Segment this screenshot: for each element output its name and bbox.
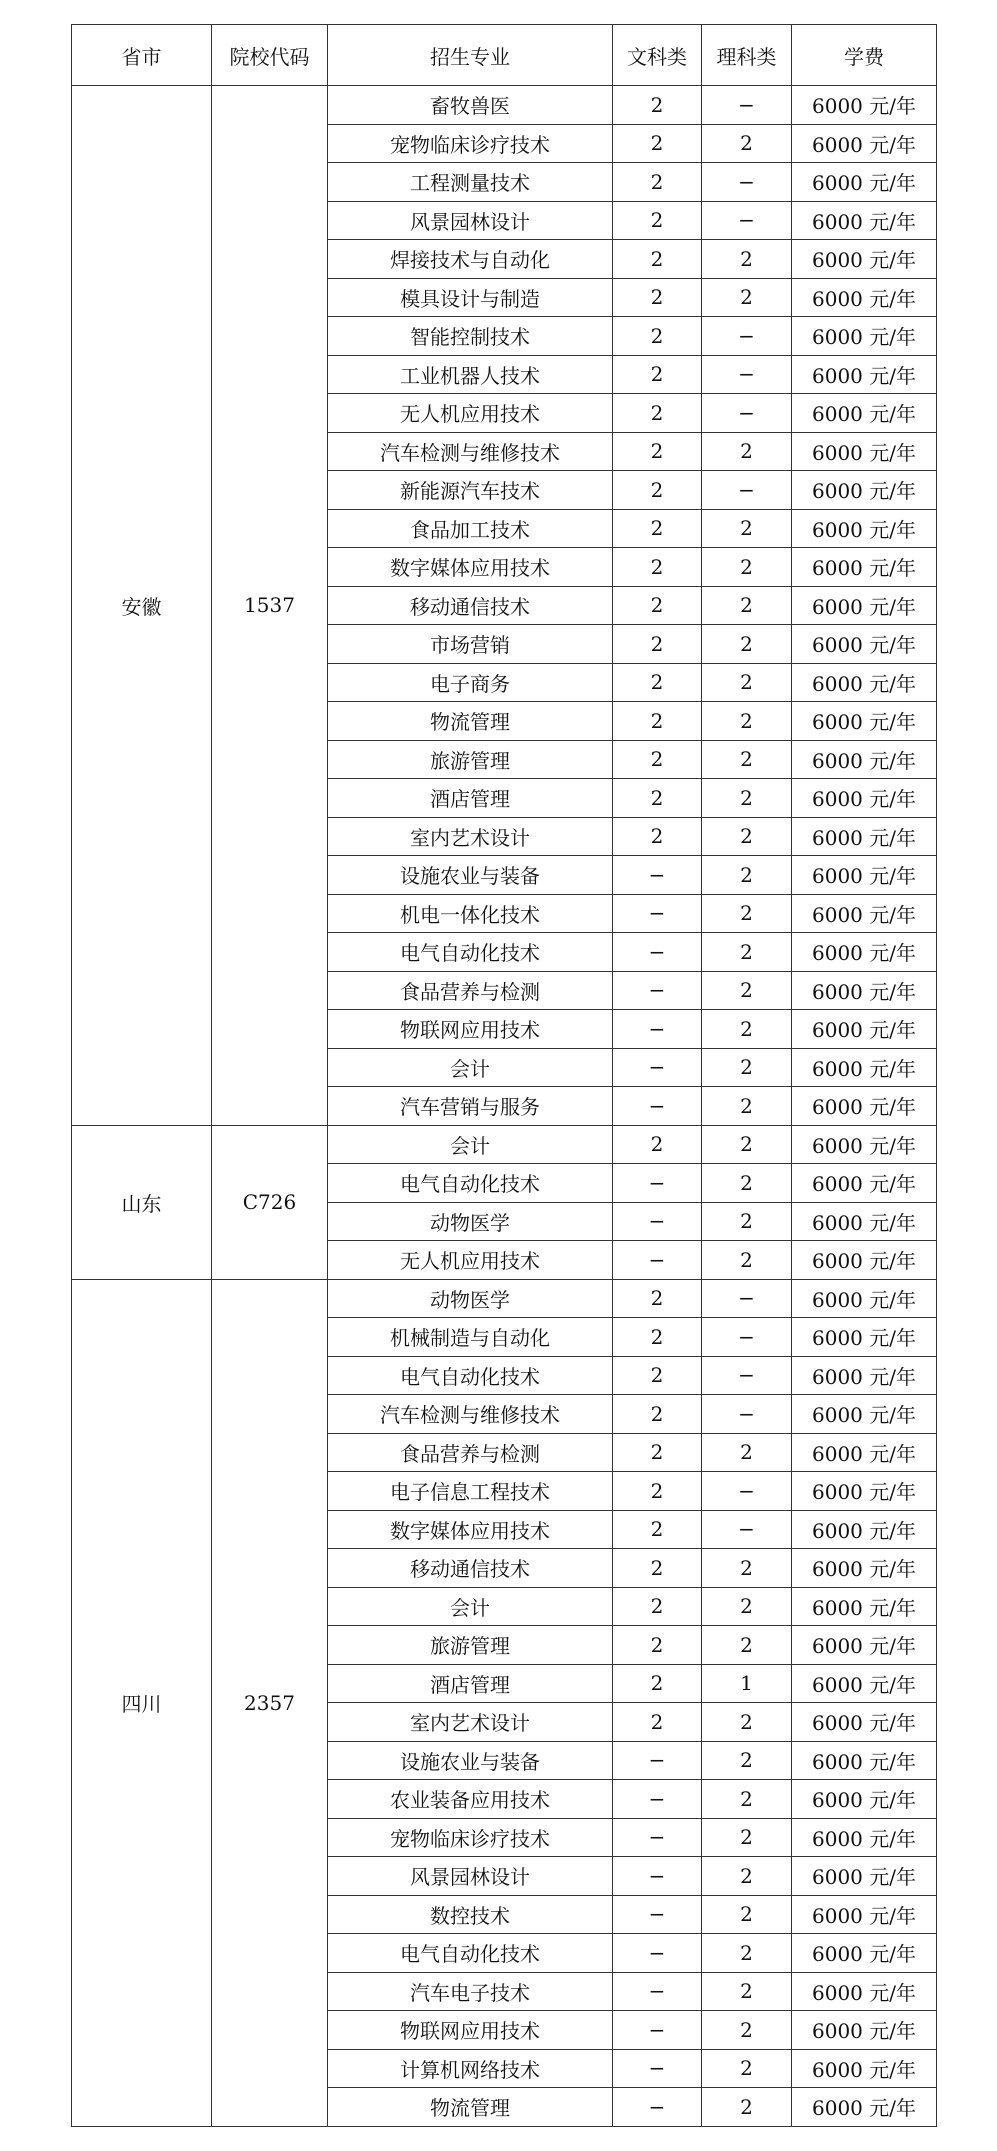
science-quota-cell: 2 (702, 817, 792, 856)
science-quota-cell: 2 (702, 1241, 792, 1280)
tuition-fee-cell: 6000 元/年 (792, 971, 937, 1010)
header-major: 招生专业 (328, 25, 613, 86)
tuition-fee-cell: 6000 元/年 (792, 509, 937, 548)
arts-quota-cell: 2 (613, 1549, 702, 1588)
arts-quota-cell: 2 (613, 201, 702, 240)
major-cell: 数控技术 (328, 1895, 613, 1934)
major-cell: 数字媒体应用技术 (328, 548, 613, 587)
science-quota-cell: 2 (702, 1780, 792, 1819)
tuition-fee-cell: 6000 元/年 (792, 2011, 937, 2050)
science-quota-cell: − (702, 317, 792, 356)
major-cell: 电气自动化技术 (328, 933, 613, 972)
major-cell: 工业机器人技术 (328, 355, 613, 394)
science-quota-cell: − (702, 1318, 792, 1357)
science-quota-cell: 2 (702, 124, 792, 163)
arts-quota-cell: 2 (613, 1125, 702, 1164)
major-cell: 电气自动化技术 (328, 1356, 613, 1395)
tuition-fee-cell: 6000 元/年 (792, 856, 937, 895)
major-cell: 室内艺术设计 (328, 1703, 613, 1742)
header-fee: 学费 (792, 25, 937, 86)
header-school-code: 院校代码 (212, 25, 328, 86)
science-quota-cell: 2 (702, 1857, 792, 1896)
science-quota-cell: 2 (702, 1010, 792, 1049)
header-arts: 文科类 (613, 25, 702, 86)
major-cell: 动物医学 (328, 1279, 613, 1318)
science-quota-cell: 2 (702, 1626, 792, 1665)
arts-quota-cell: 2 (613, 509, 702, 548)
arts-quota-cell: − (613, 1818, 702, 1857)
major-cell: 模具设计与制造 (328, 278, 613, 317)
tuition-fee-cell: 6000 元/年 (792, 1164, 937, 1203)
major-cell: 动物医学 (328, 1202, 613, 1241)
major-cell: 移动通信技术 (328, 586, 613, 625)
science-quota-cell: 2 (702, 779, 792, 818)
tuition-fee-cell: 6000 元/年 (792, 1202, 937, 1241)
major-cell: 设施农业与装备 (328, 1741, 613, 1780)
header-science: 理科类 (702, 25, 792, 86)
science-quota-cell: − (702, 1510, 792, 1549)
tuition-fee-cell: 6000 元/年 (792, 1125, 937, 1164)
arts-quota-cell: 2 (613, 625, 702, 664)
major-cell: 机械制造与自动化 (328, 1318, 613, 1357)
tuition-fee-cell: 6000 元/年 (792, 1510, 937, 1549)
arts-quota-cell: 2 (613, 1510, 702, 1549)
header-province: 省市 (72, 25, 212, 86)
arts-quota-cell: 2 (613, 163, 702, 202)
science-quota-cell: − (702, 86, 792, 125)
science-quota-cell: 2 (702, 509, 792, 548)
table-row (72, 86, 937, 125)
science-quota-cell: 2 (702, 1202, 792, 1241)
tuition-fee-cell: 6000 元/年 (792, 1972, 937, 2011)
arts-quota-cell: − (613, 1972, 702, 2011)
tuition-fee-cell: 6000 元/年 (792, 1587, 937, 1626)
major-cell: 会计 (328, 1125, 613, 1164)
arts-quota-cell: 2 (613, 1472, 702, 1511)
science-quota-cell: 2 (702, 240, 792, 279)
major-cell: 酒店管理 (328, 1664, 613, 1703)
major-cell: 酒店管理 (328, 779, 613, 818)
major-cell: 畜牧兽医 (328, 86, 613, 125)
province-cell: 山东 (72, 1125, 212, 1279)
tuition-fee-cell: 6000 元/年 (792, 1472, 937, 1511)
arts-quota-cell: 2 (613, 1318, 702, 1357)
tuition-fee-cell: 6000 元/年 (792, 1048, 937, 1087)
arts-quota-cell: − (613, 1895, 702, 1934)
tuition-fee-cell: 6000 元/年 (792, 201, 937, 240)
science-quota-cell: 2 (702, 548, 792, 587)
table-row (72, 1279, 937, 1318)
tuition-fee-cell: 6000 元/年 (792, 1318, 937, 1357)
major-cell: 无人机应用技术 (328, 394, 613, 433)
major-cell: 电子信息工程技术 (328, 1472, 613, 1511)
major-cell: 汽车检测与维修技术 (328, 1395, 613, 1434)
arts-quota-cell: 2 (613, 702, 702, 741)
table-body (72, 86, 937, 2127)
arts-quota-cell: 2 (613, 124, 702, 163)
table-header (72, 25, 937, 86)
major-cell: 宠物临床诊疗技术 (328, 1818, 613, 1857)
arts-quota-cell: 2 (613, 1703, 702, 1742)
major-cell: 移动通信技术 (328, 1549, 613, 1588)
arts-quota-cell: 2 (613, 240, 702, 279)
arts-quota-cell: 2 (613, 278, 702, 317)
tuition-fee-cell: 6000 元/年 (792, 1626, 937, 1665)
tuition-fee-cell: 6000 元/年 (792, 2088, 937, 2127)
major-cell: 物联网应用技术 (328, 1010, 613, 1049)
arts-quota-cell: − (613, 1010, 702, 1049)
arts-quota-cell: − (613, 1048, 702, 1087)
arts-quota-cell: 2 (613, 817, 702, 856)
arts-quota-cell: 2 (613, 86, 702, 125)
science-quota-cell: − (702, 1279, 792, 1318)
science-quota-cell: 2 (702, 1048, 792, 1087)
tuition-fee-cell: 6000 元/年 (792, 124, 937, 163)
science-quota-cell: − (702, 1395, 792, 1434)
science-quota-cell: 2 (702, 2011, 792, 2050)
science-quota-cell: 2 (702, 1818, 792, 1857)
arts-quota-cell: − (613, 894, 702, 933)
tuition-fee-cell: 6000 元/年 (792, 1934, 937, 1973)
science-quota-cell: 2 (702, 1741, 792, 1780)
arts-quota-cell: 2 (613, 663, 702, 702)
science-quota-cell: − (702, 201, 792, 240)
arts-quota-cell: 2 (613, 317, 702, 356)
science-quota-cell: 2 (702, 2088, 792, 2127)
major-cell: 风景园林设计 (328, 201, 613, 240)
tuition-fee-cell: 6000 元/年 (792, 240, 937, 279)
tuition-fee-cell: 6000 元/年 (792, 1010, 937, 1049)
major-cell: 焊接技术与自动化 (328, 240, 613, 279)
major-cell: 工程测量技术 (328, 163, 613, 202)
school-code-cell: C726 (212, 1125, 328, 1279)
major-cell: 电气自动化技术 (328, 1164, 613, 1203)
tuition-fee-cell: 6000 元/年 (792, 1664, 937, 1703)
arts-quota-cell: − (613, 2088, 702, 2127)
tuition-fee-cell: 6000 元/年 (792, 278, 937, 317)
major-cell: 智能控制技术 (328, 317, 613, 356)
arts-quota-cell: 2 (613, 432, 702, 471)
major-cell: 物流管理 (328, 702, 613, 741)
science-quota-cell: 2 (702, 432, 792, 471)
arts-quota-cell: − (613, 1164, 702, 1203)
table-row (72, 1125, 937, 1164)
science-quota-cell: 2 (702, 663, 792, 702)
arts-quota-cell: − (613, 1087, 702, 1126)
major-cell: 物联网应用技术 (328, 2011, 613, 2050)
science-quota-cell: 2 (702, 1934, 792, 1973)
tuition-fee-cell: 6000 元/年 (792, 1087, 937, 1126)
tuition-fee-cell: 6000 元/年 (792, 702, 937, 741)
major-cell: 室内艺术设计 (328, 817, 613, 856)
arts-quota-cell: − (613, 1934, 702, 1973)
major-cell: 新能源汽车技术 (328, 471, 613, 510)
enrollment-table (71, 24, 937, 2127)
tuition-fee-cell: 6000 元/年 (792, 471, 937, 510)
science-quota-cell: 2 (702, 894, 792, 933)
major-cell: 会计 (328, 1587, 613, 1626)
major-cell: 机电一体化技术 (328, 894, 613, 933)
major-cell: 电子商务 (328, 663, 613, 702)
science-quota-cell: 1 (702, 1664, 792, 1703)
arts-quota-cell: 2 (613, 1279, 702, 1318)
science-quota-cell: 2 (702, 1549, 792, 1588)
tuition-fee-cell: 6000 元/年 (792, 432, 937, 471)
tuition-fee-cell: 6000 元/年 (792, 779, 937, 818)
tuition-fee-cell: 6000 元/年 (792, 1433, 937, 1472)
major-cell: 食品营养与检测 (328, 1433, 613, 1472)
tuition-fee-cell: 6000 元/年 (792, 394, 937, 433)
tuition-fee-cell: 6000 元/年 (792, 894, 937, 933)
tuition-fee-cell: 6000 元/年 (792, 2049, 937, 2088)
major-cell: 农业装备应用技术 (328, 1780, 613, 1819)
science-quota-cell: − (702, 471, 792, 510)
arts-quota-cell: − (613, 971, 702, 1010)
arts-quota-cell: − (613, 856, 702, 895)
arts-quota-cell: − (613, 1202, 702, 1241)
science-quota-cell: − (702, 163, 792, 202)
tuition-fee-cell: 6000 元/年 (792, 1857, 937, 1896)
tuition-fee-cell: 6000 元/年 (792, 1818, 937, 1857)
tuition-fee-cell: 6000 元/年 (792, 1395, 937, 1434)
science-quota-cell: 2 (702, 2049, 792, 2088)
arts-quota-cell: − (613, 1857, 702, 1896)
arts-quota-cell: 2 (613, 1626, 702, 1665)
tuition-fee-cell: 6000 元/年 (792, 1780, 937, 1819)
science-quota-cell: − (702, 1356, 792, 1395)
science-quota-cell: 2 (702, 1125, 792, 1164)
major-cell: 市场营销 (328, 625, 613, 664)
arts-quota-cell: 2 (613, 1587, 702, 1626)
major-cell: 食品营养与检测 (328, 971, 613, 1010)
arts-quota-cell: 2 (613, 471, 702, 510)
major-cell: 会计 (328, 1048, 613, 1087)
major-cell: 汽车营销与服务 (328, 1087, 613, 1126)
science-quota-cell: 2 (702, 1164, 792, 1203)
major-cell: 宠物临床诊疗技术 (328, 124, 613, 163)
major-cell: 设施农业与装备 (328, 856, 613, 895)
science-quota-cell: 2 (702, 1703, 792, 1742)
major-cell: 计算机网络技术 (328, 2049, 613, 2088)
science-quota-cell: 2 (702, 856, 792, 895)
science-quota-cell: 2 (702, 586, 792, 625)
tuition-fee-cell: 6000 元/年 (792, 663, 937, 702)
arts-quota-cell: 2 (613, 548, 702, 587)
tuition-fee-cell: 6000 元/年 (792, 355, 937, 394)
arts-quota-cell: 2 (613, 1356, 702, 1395)
tuition-fee-cell: 6000 元/年 (792, 163, 937, 202)
arts-quota-cell: − (613, 1780, 702, 1819)
science-quota-cell: 2 (702, 740, 792, 779)
arts-quota-cell: − (613, 933, 702, 972)
tuition-fee-cell: 6000 元/年 (792, 933, 937, 972)
science-quota-cell: 2 (702, 1587, 792, 1626)
tuition-fee-cell: 6000 元/年 (792, 817, 937, 856)
arts-quota-cell: 2 (613, 394, 702, 433)
arts-quota-cell: − (613, 2049, 702, 2088)
science-quota-cell: 2 (702, 1087, 792, 1126)
arts-quota-cell: 2 (613, 779, 702, 818)
major-cell: 电气自动化技术 (328, 1934, 613, 1973)
major-cell: 无人机应用技术 (328, 1241, 613, 1280)
arts-quota-cell: 2 (613, 355, 702, 394)
major-cell: 汽车检测与维修技术 (328, 432, 613, 471)
tuition-fee-cell: 6000 元/年 (792, 317, 937, 356)
arts-quota-cell: − (613, 1741, 702, 1780)
science-quota-cell: 2 (702, 971, 792, 1010)
major-cell: 旅游管理 (328, 1626, 613, 1665)
tuition-fee-cell: 6000 元/年 (792, 1741, 937, 1780)
tuition-fee-cell: 6000 元/年 (792, 1895, 937, 1934)
tuition-fee-cell: 6000 元/年 (792, 1549, 937, 1588)
science-quota-cell: − (702, 1472, 792, 1511)
science-quota-cell: 2 (702, 1433, 792, 1472)
science-quota-cell: 2 (702, 278, 792, 317)
tuition-fee-cell: 6000 元/年 (792, 586, 937, 625)
tuition-fee-cell: 6000 元/年 (792, 740, 937, 779)
science-quota-cell: − (702, 355, 792, 394)
province-cell: 安徽 (72, 86, 212, 1126)
science-quota-cell: 2 (702, 1895, 792, 1934)
tuition-fee-cell: 6000 元/年 (792, 1279, 937, 1318)
school-code-cell: 2357 (212, 1279, 328, 2126)
header-row (72, 25, 937, 86)
major-cell: 食品加工技术 (328, 509, 613, 548)
tuition-fee-cell: 6000 元/年 (792, 1703, 937, 1742)
science-quota-cell: 2 (702, 1972, 792, 2011)
major-cell: 数字媒体应用技术 (328, 1510, 613, 1549)
arts-quota-cell: − (613, 2011, 702, 2050)
science-quota-cell: 2 (702, 933, 792, 972)
major-cell: 风景园林设计 (328, 1857, 613, 1896)
tuition-fee-cell: 6000 元/年 (792, 1356, 937, 1395)
science-quota-cell: − (702, 394, 792, 433)
arts-quota-cell: 2 (613, 1433, 702, 1472)
tuition-fee-cell: 6000 元/年 (792, 625, 937, 664)
science-quota-cell: 2 (702, 702, 792, 741)
province-cell: 四川 (72, 1279, 212, 2126)
arts-quota-cell: 2 (613, 586, 702, 625)
arts-quota-cell: 2 (613, 1395, 702, 1434)
arts-quota-cell: 2 (613, 740, 702, 779)
arts-quota-cell: − (613, 1241, 702, 1280)
tuition-fee-cell: 6000 元/年 (792, 86, 937, 125)
science-quota-cell: 2 (702, 625, 792, 664)
major-cell: 物流管理 (328, 2088, 613, 2127)
tuition-fee-cell: 6000 元/年 (792, 1241, 937, 1280)
major-cell: 汽车电子技术 (328, 1972, 613, 2011)
major-cell: 旅游管理 (328, 740, 613, 779)
arts-quota-cell: 2 (613, 1664, 702, 1703)
school-code-cell: 1537 (212, 86, 328, 1126)
tuition-fee-cell: 6000 元/年 (792, 548, 937, 587)
